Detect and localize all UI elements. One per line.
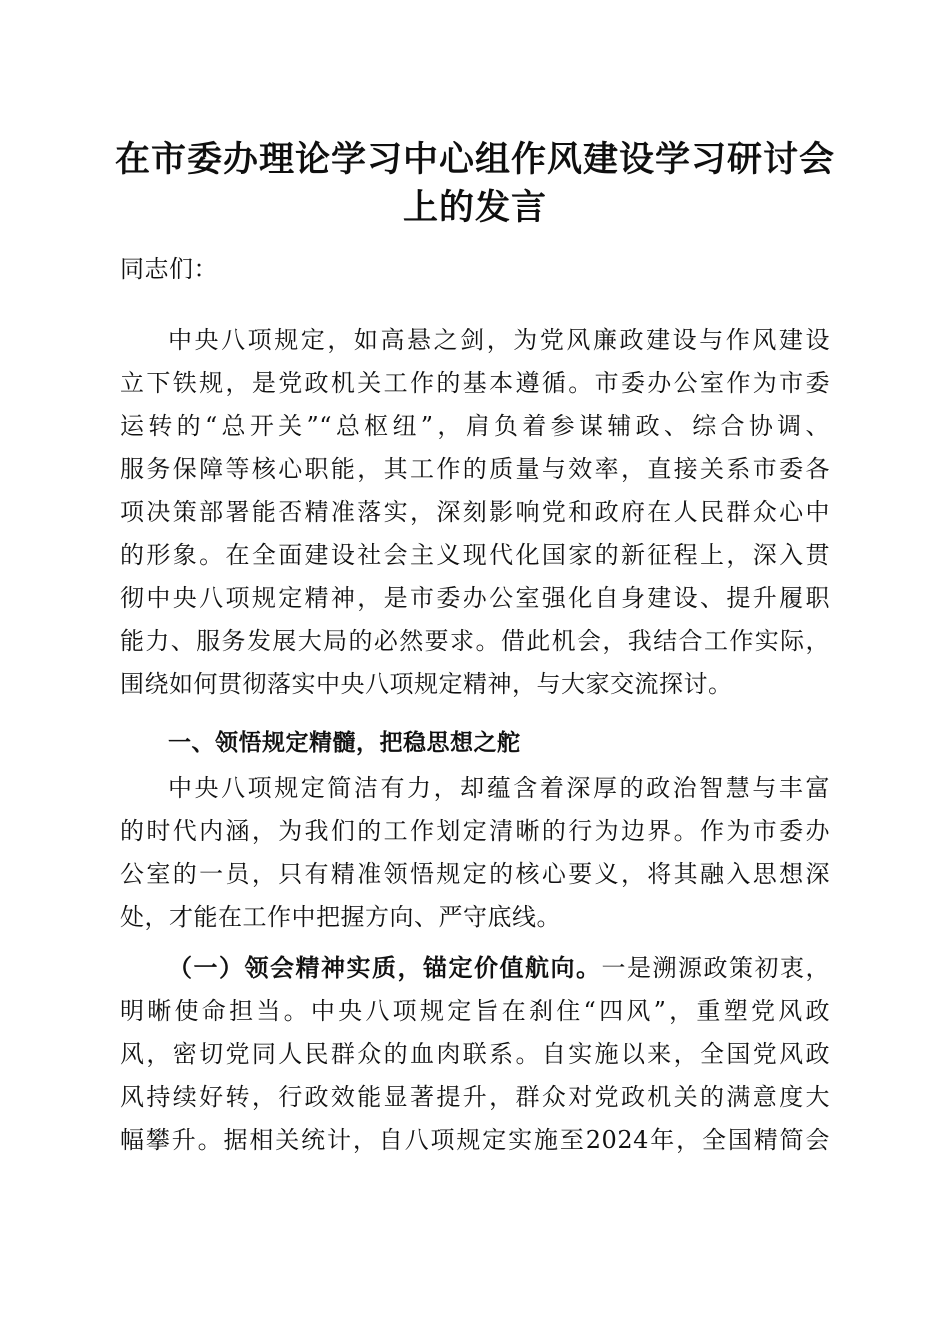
paragraph-1-line: 的形象。在全面建设社会主义现代化国家的新征程上，深入贯 — [120, 541, 830, 569]
paragraph-2-line: 中央八项规定简洁有力，却蕴含着深厚的政治智慧与丰富 — [168, 774, 830, 802]
section-1-heading: 一、领悟规定精髓，把稳思想之舵 — [168, 730, 521, 756]
paragraph-2-line: 处，才能在工作中把握方向、严守底线。 — [120, 903, 561, 931]
paragraph-3-line: 风持续好转，行政效能显著提升，群众对党政机关的满意度大 — [120, 1083, 830, 1111]
salutation: 同志们： — [120, 255, 218, 283]
paragraph-2-line: 的时代内涵，为我们的工作划定清晰的行为边界。作为市委办 — [120, 817, 830, 845]
paragraph-1-line: 项决策部署能否精准落实，深刻影响党和政府在人民群众心中 — [120, 498, 830, 526]
paragraph-3-first-line — [168, 951, 830, 985]
paragraph-2-line: 公室的一员，只有精准领悟规定的核心要义，将其融入思想深 — [120, 860, 830, 888]
paragraph-1-line: 围绕如何贯彻落实中央八项规定精神，与大家交流探讨。 — [120, 670, 733, 698]
paragraph-3-first-rest: 一是溯源政策初衷， — [601, 954, 830, 982]
document-title-line-1: 在市委办理论学习中心组作风建设学习研讨会 — [114, 139, 835, 180]
document-title-line-2: 上的发言 — [402, 187, 547, 228]
subsection-1-lead: （一）领会精神实质，锚定价值航向。 — [168, 953, 602, 982]
paragraph-1-line: 运转的“总开关”“总枢纽”，肩负着参谋辅政、综合协调、 — [120, 412, 830, 440]
paragraph-3-line: 明晰使命担当。中央八项规定旨在刹住“四风”，重塑党风政 — [120, 997, 830, 1025]
paragraph-1-line: 服务保障等核心职能，其工作的质量与效率，直接关系市委各 — [120, 455, 830, 483]
paragraph-1-line: 能力、服务发展大局的必然要求。借此机会，我结合工作实际， — [120, 627, 830, 655]
paragraph-1-line: 中央八项规定，如高悬之剑，为党风廉政建设与作风建设 — [168, 326, 830, 354]
paragraph-1-line: 彻中央八项规定精神，是市委办公室强化自身建设、提升履职 — [120, 584, 830, 612]
paragraph-3-line: 幅攀升。据相关统计，自八项规定实施至2024年，全国精简会 — [120, 1126, 830, 1154]
paragraph-3-line: 风，密切党同人民群众的血肉联系。自实施以来，全国党风政 — [120, 1040, 830, 1068]
paragraph-1-line: 立下铁规，是党政机关工作的基本遵循。市委办公室作为市委 — [120, 369, 830, 397]
